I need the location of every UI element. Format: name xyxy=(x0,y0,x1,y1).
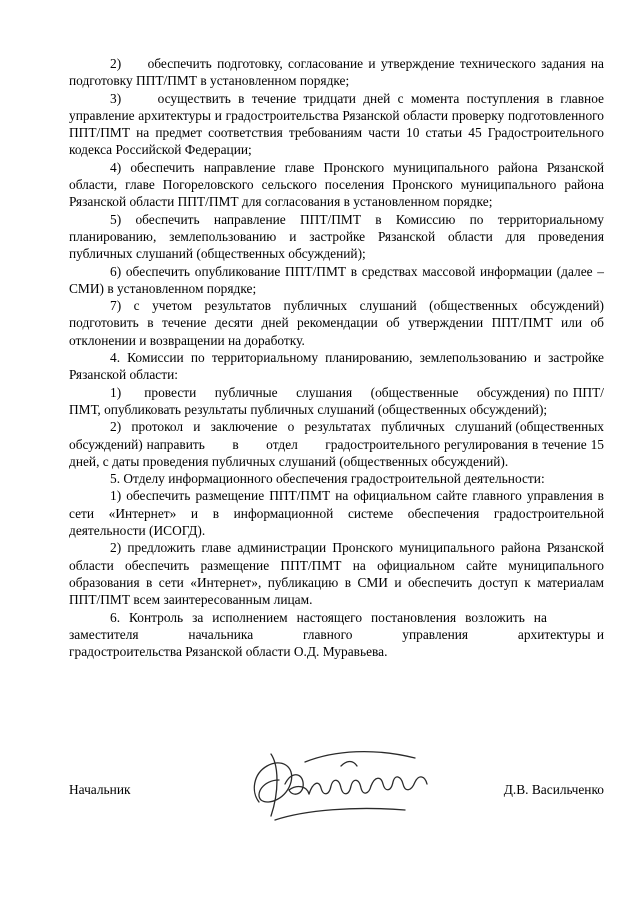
section-4-item-1: 1) провести публичные слушания (общественные обсуждения) по ППТ/ПМТ, опубликовать результаты публичных слушаний (общественных обсуждений); xyxy=(69,384,604,417)
section-6-control: 6. Контроль за исполнением настоящего постановления возложить на заместителя начальника главного управления архитектуры и градостроительства Рязанской области О.Д. Муравьева. xyxy=(69,609,604,660)
section-4-item-2: 2) протокол и заключение о результатах публичных слушаний (общественных обсуждений) направить в отдел градостроительного регулирования в течение 15 дней, с даты проведения публичных слушаний (общественных обсуждений). xyxy=(69,419,604,469)
paragraph-6-publication: 6) обеспечить опубликование ППТ/ПМТ в средствах массовой информации (далее – СМИ) в установленном порядке; xyxy=(69,263,604,296)
paragraph-2-tech-task: 2) обеспечить подготовку, согласование и утверждение технического задания на подготовку ППТ/ПМТ в установленном порядке; xyxy=(69,56,604,89)
signatory-position: Начальник xyxy=(69,782,131,797)
paragraph-5-commission-direction: 5) обеспечить направление ППТ/ПМТ в Комиссию по территориальному планированию, землепользованию и застройке Рязанской области для проведения публичных слушаний (общественных обсуждений); xyxy=(69,211,604,262)
section-5-item-1: 1) обеспечить размещение ППТ/ПМТ на официальном сайте главного управления в сети «Интернет» и в информационной системе обеспечения градостроительной деятельности (ИСОГД). xyxy=(69,488,604,539)
section-4-heading: 4. Комиссии по территориальному планированию, землепользованию и застройке Рязанской области: xyxy=(69,350,604,383)
handwritten-signature xyxy=(245,736,435,836)
paragraph-3-verification: 3) осуществить в течение тридцати дней с момента поступления в главное управление архитектуры и градостроительства Рязанской области проверку подготовленного ППТ/ПМТ на предмет соответствия требованиям части 10 статьи 45 Градостроительного кодекса Российской Федерации; xyxy=(69,90,604,158)
paragraph-4-approval-direction: 4) обеспечить направление главе Пронского муниципального района Рязанской области, главе Погореловского сельского поселения Пронского муниципального района Рязанской области ППТ/ПМТ для согласования в установленном порядке; xyxy=(69,159,604,210)
document-body xyxy=(69,55,604,660)
signatory-name: Д.В. Васильченко xyxy=(503,782,604,797)
section-5-item-2: 2) предложить главе администрации Пронского муниципального района Рязанской области обеспечить размещение ППТ/ПМТ на официальном сайте муниципального образования в сети «Интернет», публикацию в СМИ и обеспечить доступ к материалам ППТ/ПМТ всем заинтересованным лицам. xyxy=(69,540,604,608)
section-5-heading: 5. Отделу информационного обеспечения градостроительной деятельности: xyxy=(110,471,545,487)
paragraph-7-recommendations: 7) с учетом результатов публичных слушаний (общественных обсуждений) подготовить в течение десяти дней рекомендации об утверждении ППТ/ПМТ или об отклонении и возвращении на доработку. xyxy=(69,298,604,348)
